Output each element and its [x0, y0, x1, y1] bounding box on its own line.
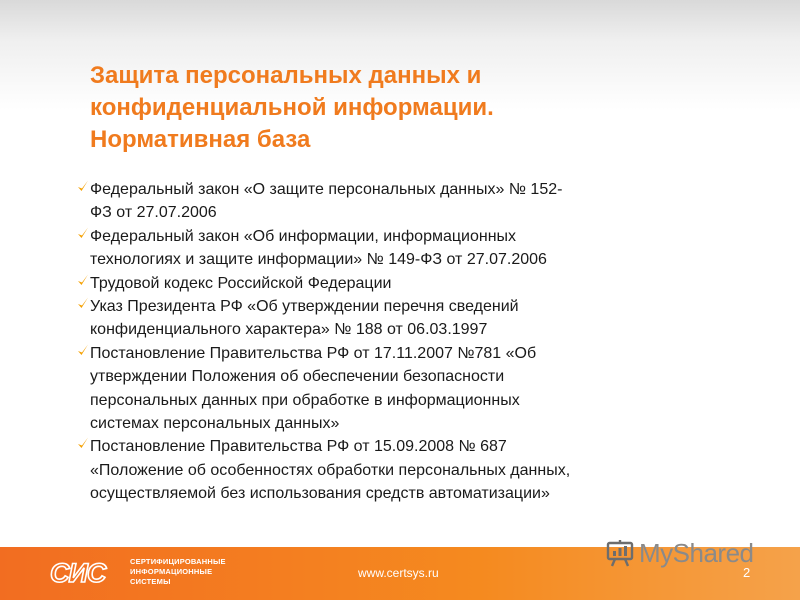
title-line-3: Нормативная база	[90, 126, 311, 153]
logo-caption-line: ИНФОРМАЦИОННЫЕ	[130, 567, 213, 576]
bullet-item	[90, 225, 710, 272]
bullet-line: Трудовой кодекс Российской Федерации	[90, 274, 392, 292]
bullet-line: утверждении Положения об обеспечении безопасности	[90, 368, 505, 386]
regulation-list	[90, 178, 710, 506]
bullet-line: конфиденциального характера» № 188 от 06.03.1997	[90, 321, 488, 339]
bullet-line: Постановление Правительства РФ от 17.11.2007 №781 «Об	[90, 344, 537, 362]
checkmark-icon	[77, 343, 89, 357]
slide-title	[90, 60, 730, 156]
bullet-item	[90, 178, 710, 225]
logo-caption-line: СИСТЕМЫ	[130, 577, 171, 586]
logo-caption	[130, 557, 226, 587]
bullet-item	[90, 435, 710, 505]
bullet-line: осуществляемой без использования средств автоматизации»	[90, 485, 550, 503]
bullet-line: персональных данных при обработке в информационных	[90, 391, 520, 409]
bullet-line: Указ Президента РФ «Об утверждении перечня сведений	[90, 298, 519, 316]
checkmark-icon	[77, 436, 89, 450]
myshared-watermark	[605, 535, 770, 571]
bullet-item	[90, 272, 710, 295]
bullet-line: «Положение об особенностях обработки персональных данных,	[90, 461, 571, 479]
bullet-item	[90, 342, 710, 436]
title-line-2: конфиденциальной информации.	[90, 94, 494, 121]
logo-caption-line: СЕРТИФИЦИРОВАННЫЕ	[130, 557, 226, 566]
bullet-item	[90, 295, 710, 342]
bullet-line: Постановление Правительства РФ от 15.09.2008 № 687	[90, 438, 507, 456]
myshared-text: MyShared	[639, 537, 754, 568]
footer-url-link[interactable]: www.certsys.ru	[358, 566, 439, 580]
page-number: 2	[743, 565, 751, 580]
company-logo	[50, 559, 120, 585]
checkmark-icon	[77, 273, 89, 287]
checkmark-icon	[77, 296, 89, 310]
bullet-line: Федеральный закон «О защите персональных данных» № 152-	[90, 181, 563, 198]
logo-mark-text: СИС	[50, 559, 106, 585]
bullet-line: технологиях и защите информации» № 149-ФЗ от 27.07.2006	[90, 251, 547, 269]
bullet-line: ФЗ от 27.07.2006	[90, 204, 217, 222]
checkmark-icon	[77, 226, 89, 240]
bullet-line: системах персональных данных»	[90, 415, 340, 433]
bullet-line: Федеральный закон «Об информации, информационных	[90, 227, 517, 245]
presentation-board-icon	[605, 538, 635, 568]
checkmark-icon	[77, 179, 89, 193]
title-line-1: Защита персональных данных и	[90, 62, 482, 89]
